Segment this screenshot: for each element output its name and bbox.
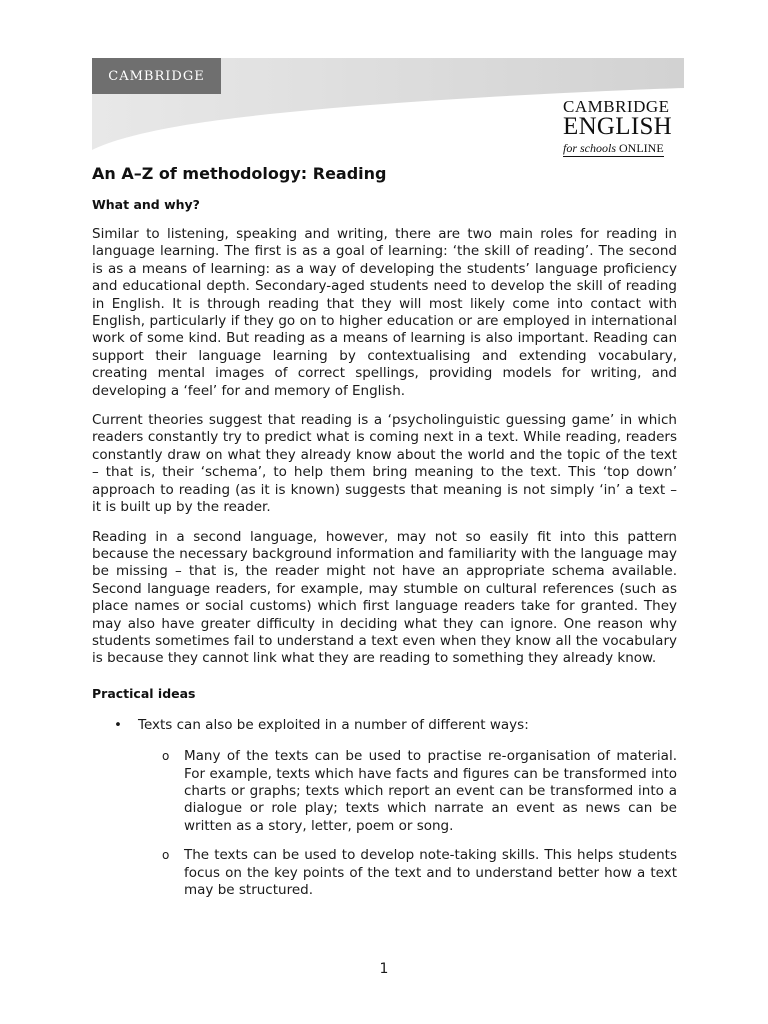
cambridge-english-logo bbox=[563, 98, 681, 157]
circle-bullet-icon: o bbox=[162, 749, 170, 764]
list-item bbox=[92, 717, 677, 734]
page-title: An A–Z of methodology: Reading bbox=[92, 164, 387, 183]
sub-item-text: Many of the texts can be used to practise re-organisation of material. For example, texts which have facts and figures can be transformed into charts or graphs; texts which report an event can be transformed into a dialogue or role play; texts which narrate an event as news can be written as a story, letter, poem or song. bbox=[184, 748, 677, 834]
sub-item-text: The texts can be used to develop note-taking skills. This helps students focus on the key points of the text and to understand better how a text may be structured. bbox=[184, 847, 677, 898]
circle-bullet-icon: o bbox=[162, 848, 170, 863]
paragraph: Current theories suggest that reading is a ‘psycholinguistic guessing game’ in which readers constantly try to predict what is coming next in a text. While reading, readers constantly draw on what they already know about the world and the topic of the text – that is, their ‘schema’, to help them bring meaning to the text. This ‘top down’ approach to reading (as it is known) suggests that meaning is not simply ‘in’ a text – it is built up by the reader. bbox=[92, 412, 677, 516]
section-heading-practical-ideas: Practical ideas bbox=[92, 685, 196, 701]
bullet-icon: • bbox=[114, 716, 122, 733]
bullet-text: Texts can also be exploited in a number of different ways: bbox=[138, 716, 529, 733]
sub-list-item bbox=[138, 847, 677, 899]
cambridge-tab bbox=[92, 58, 221, 94]
practical-ideas-sublist bbox=[92, 748, 677, 899]
logo-schools-text: for schools bbox=[563, 141, 620, 155]
logo-line-cambridge: CAMBRIDGE bbox=[563, 97, 670, 116]
sub-list-item bbox=[138, 748, 677, 835]
section-heading-what-and-why: What and why? bbox=[92, 197, 200, 212]
document-body bbox=[92, 164, 677, 911]
header-band bbox=[0, 0, 768, 160]
paragraph: Reading in a second language, however, may not so easily fit into this pattern because the necessary background information and familiarity with the language may be missing – that is, the reader might not have an appropriate schema available. Second language readers, for example, may stumble on cultural references (such as place names or social customs) which first language readers take for granted. They may also have greater difficulty in deciding what they can ignore. One reason why students sometimes fail to understand a text even when they know all the vocabulary is because they cannot link what they are reading to something they already know. bbox=[92, 528, 677, 667]
logo-line-schools-online bbox=[563, 141, 664, 157]
paragraph: Similar to listening, speaking and writing, there are two main roles for reading in language learning. The first is as a goal of learning: ‘the skill of reading’. The second is as a means of learning: as a way of developing the students’ language proficiency and educational depth. Secondary-aged students need to develop the skill of reading in English. It is through reading that they will most likely come into contact with English, particularly if they go on to higher education or are employed in international work of some kind. But reading as a means of learning is also important. Reading can support their language learning by contextualising and extending vocabulary, creating mental images of correct spellings, providing models for writing, and developing a ‘feel’ for and memory of English. bbox=[92, 226, 677, 399]
practical-ideas-list bbox=[92, 717, 677, 734]
logo-online-text: ONLINE bbox=[619, 141, 664, 155]
cambridge-tab-label: CAMBRIDGE bbox=[108, 68, 205, 84]
page-number: 1 bbox=[379, 961, 389, 977]
logo-line-english: ENGLISH bbox=[563, 113, 673, 140]
